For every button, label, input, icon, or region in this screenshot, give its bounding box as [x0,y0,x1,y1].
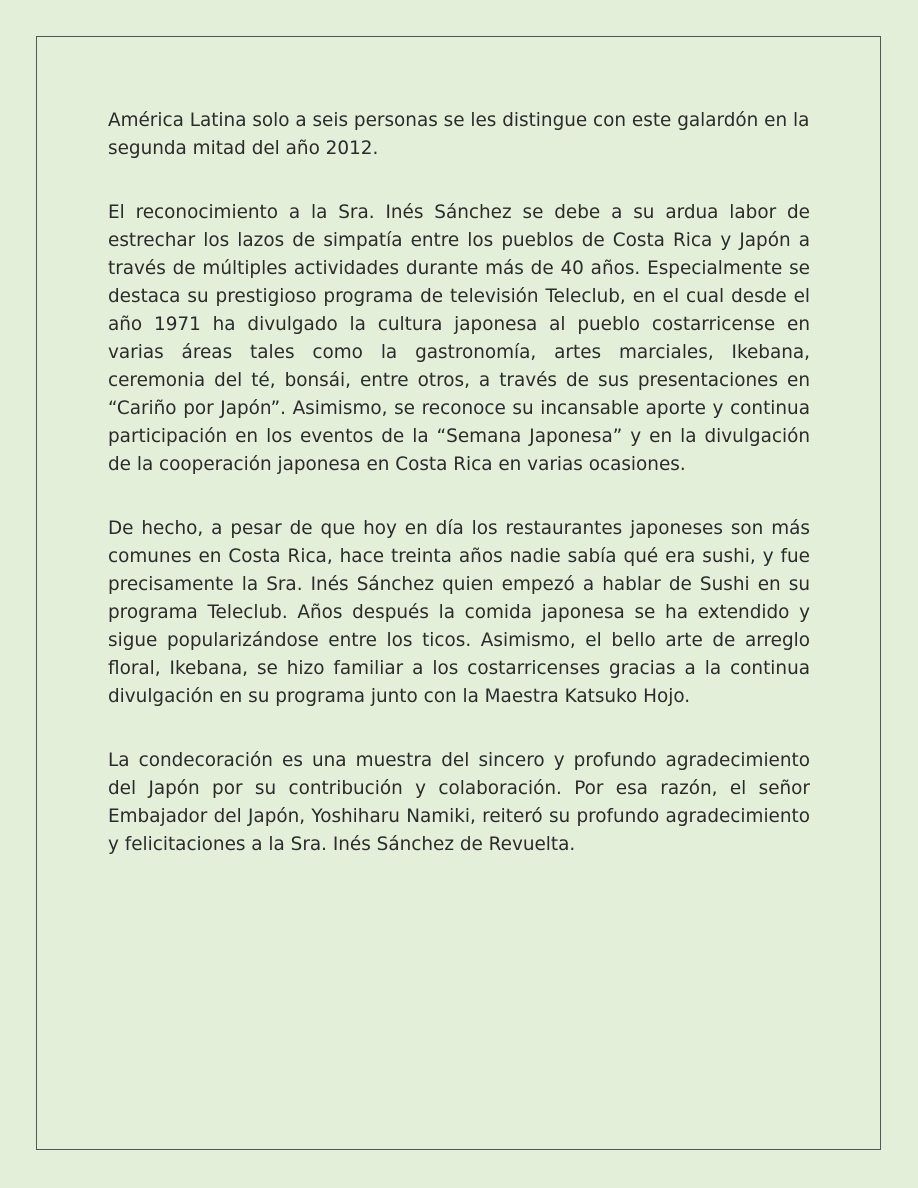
paragraph-1: América Latina solo a seis personas se les distingue con este galardón en la segunda mitad del año 2012. [108,110,810,159]
paragraph-3: De hecho, a pesar de que hoy en día los restaurantes japoneses son más comunes en Costa Rica, hace treinta años nadie sabía qué era sushi, y fue precisamente la Sra. Inés Sánchez quien empezó a hablar de Sushi en su programa Teleclub. Años después la comida japonesa se ha extendido y sigue popularizándose entre los ticos. Asimismo, el bello arte de arreglo floral, Ikebana, se hizo familiar a los costarricenses gracias a la continua divulgación en su programa junto con la Maestra Katsuko Hojo. [108,518,810,707]
document-body [108,107,810,895]
paragraph-4: La condecoración es una muestra del sincero y profundo agradecimiento del Japón por su contribución y colaboración. Por esa razón, el señor Embajador del Japón, Yoshiharu Namiki, reiteró su profundo agradecimiento y felicitaciones a la Sra. Inés Sánchez de Revuelta. [108,750,810,855]
paragraph-2: El reconocimiento a la Sra. Inés Sánchez se debe a su ardua labor de estrechar los lazos de simpatía entre los pueblos de Costa Rica y Japón a través de múltiples actividades durante más de 40 años. Especialmente se destaca su prestigioso programa de televisión Teleclub, en el cual desde el año 1971 ha divulgado la cultura japonesa al pueblo costarricense en varias áreas tales como la gastronomía, artes marciales, Ikebana, ceremonia del té, bonsái, entre otros, a través de sus presentaciones en “Cariño por Japón”. Asimismo, se reconoce su incansable aporte y continua participación en los eventos de la “Semana Japonesa” y en la divulgación de la cooperación japonesa en Costa Rica en varias ocasiones. [108,202,810,475]
